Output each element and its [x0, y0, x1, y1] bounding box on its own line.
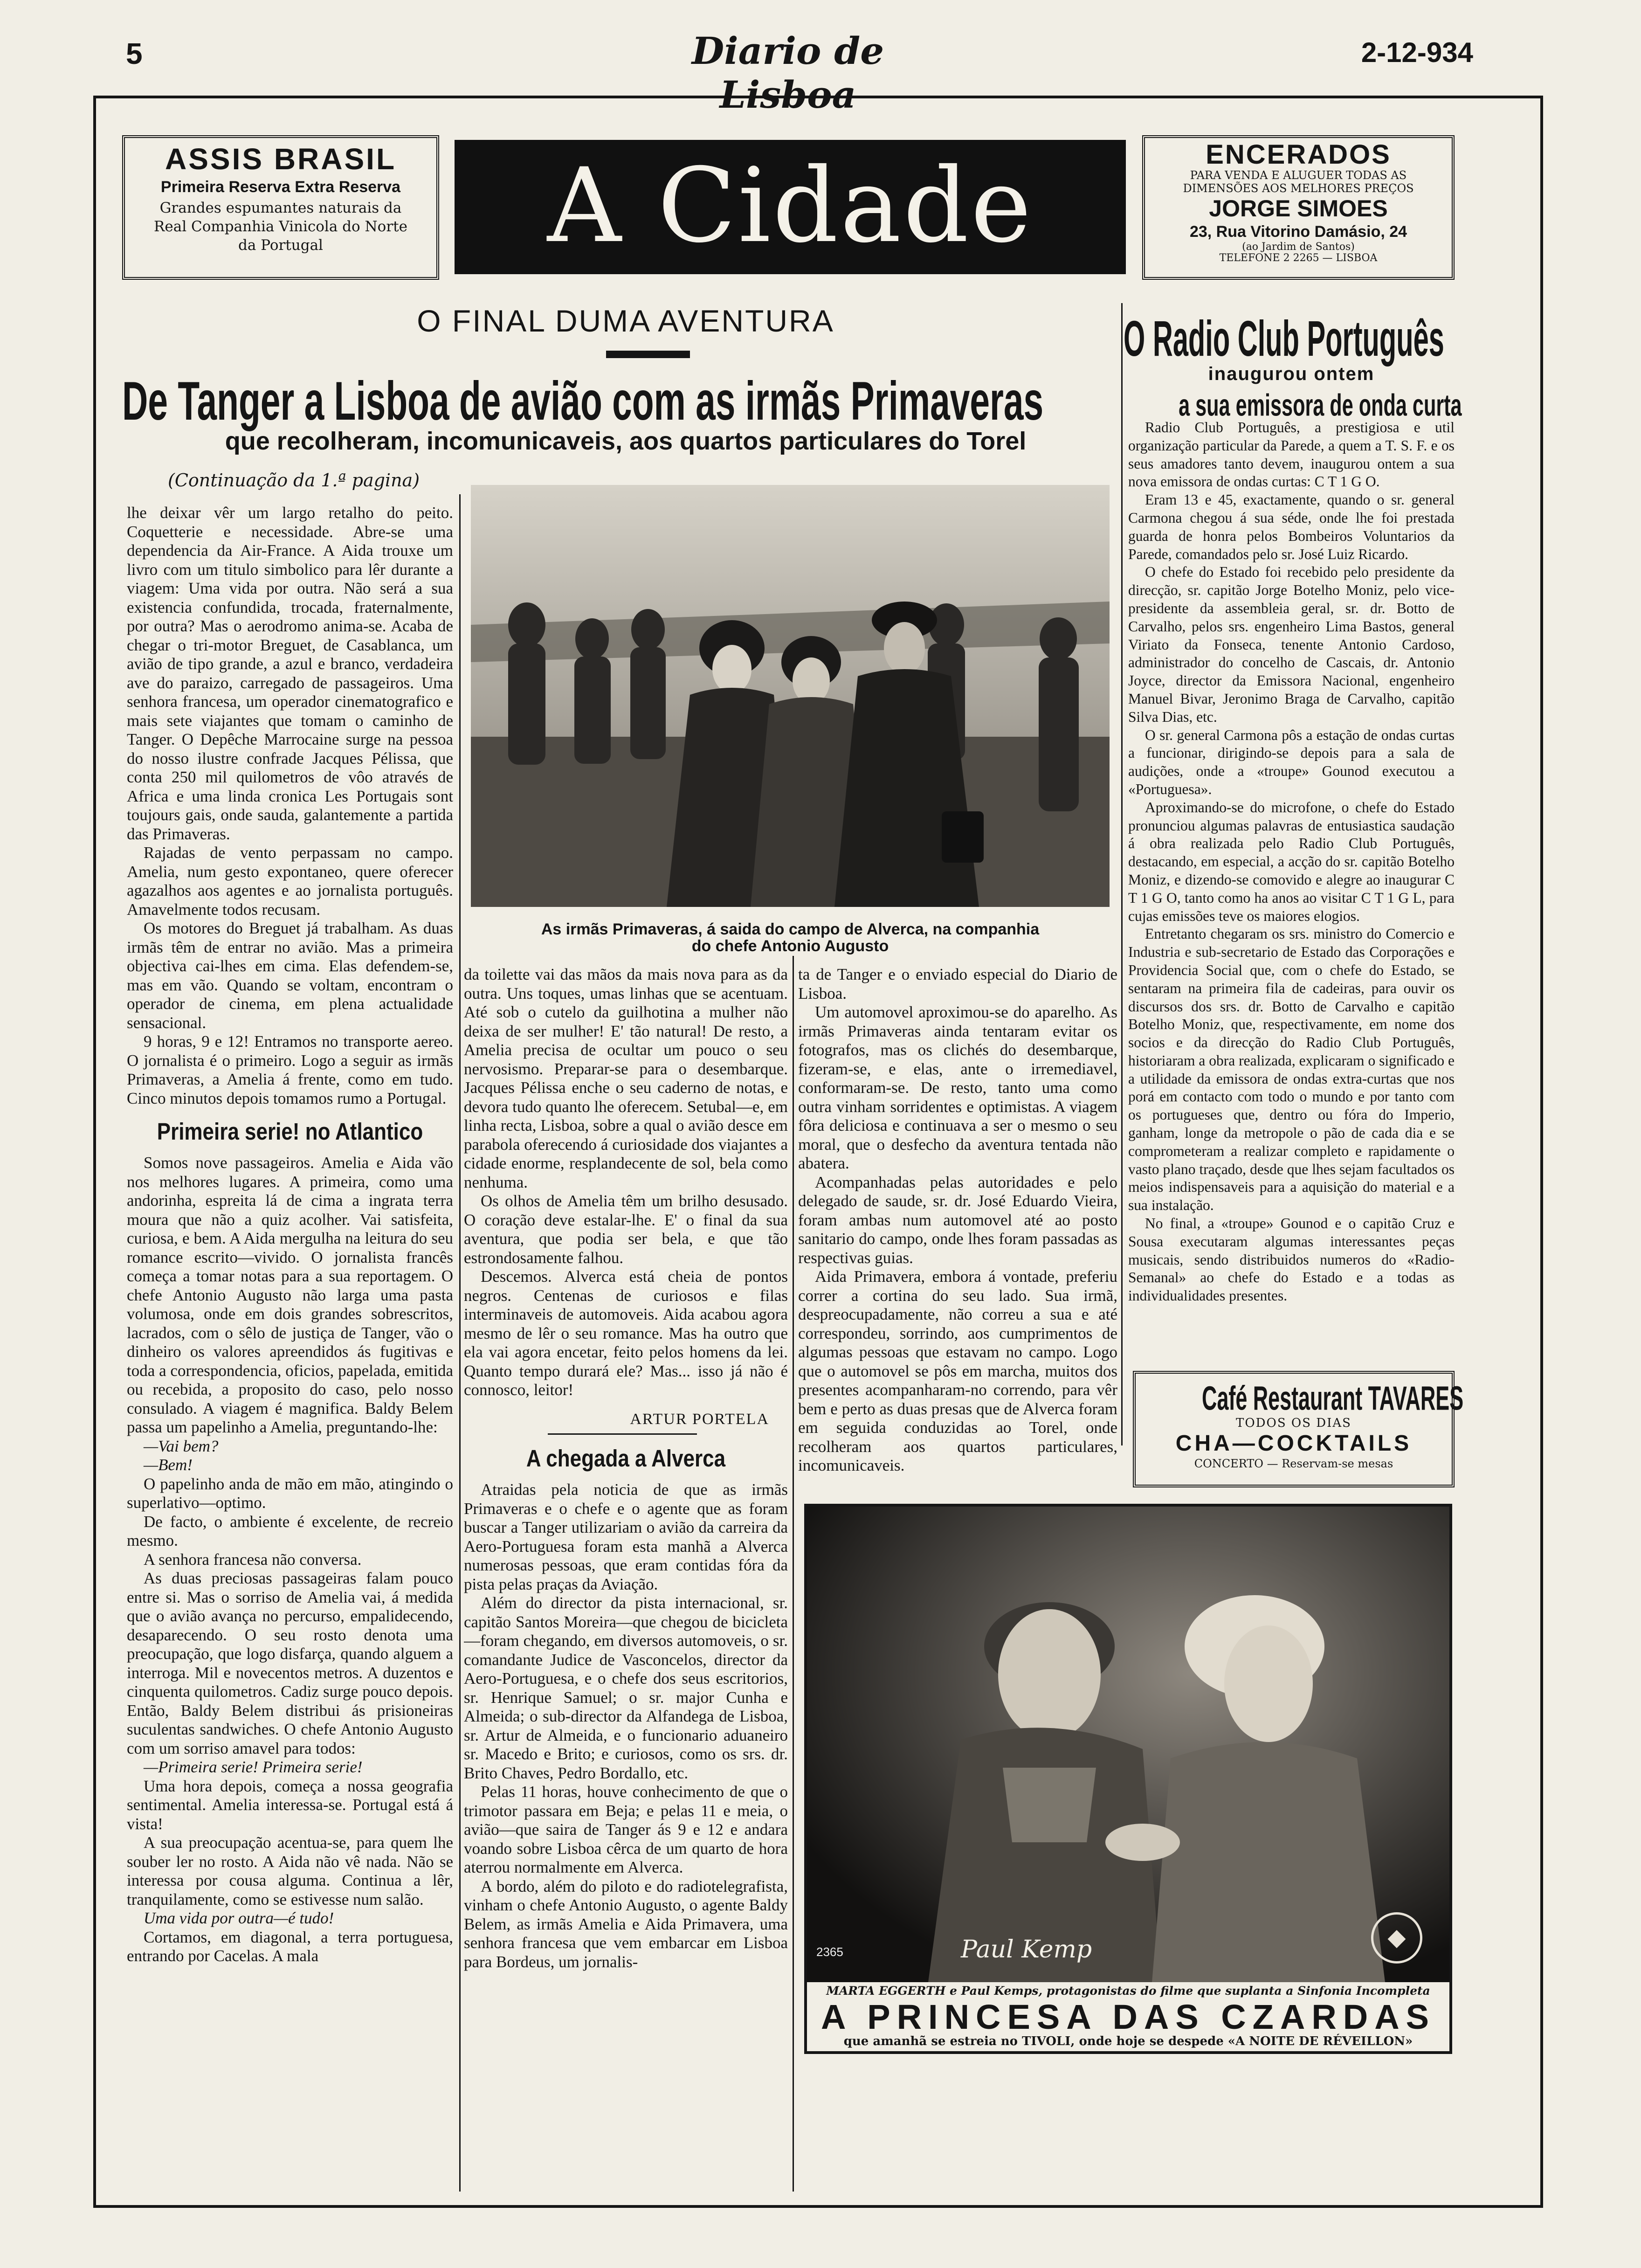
article-headline	[122, 368, 1129, 434]
photo-caption-line1: As irmãs Primaveras, á saida do campo de Alverca, na companhia	[541, 920, 1040, 938]
article-column-3	[798, 965, 1117, 1501]
film-ad	[804, 1504, 1452, 2054]
col2-paragraph: Descemos. Alverca está cheia de pontos negros. Centenas de curiosos e filas interminaveis de automoveis. Aida acabou agora mesmo de lêr o seu romance. Mas ha outro que ela vai agora encetar, feito pelos homens da lei. Quanto tempo durará ele? Mas... isso já não é connosco, leitor!	[464, 1267, 788, 1399]
ad-encerados	[1142, 135, 1455, 280]
radio-headline	[1124, 308, 1459, 368]
col1-subhead: Primeira serie! no Atlantico	[157, 1119, 423, 1145]
col3-paragraph: ta de Tanger e o enviado especial do Diario de Lisboa.	[798, 965, 1117, 1003]
col1-paragraph: Cortamos, em diagonal, a terra portuguesa, entrando por Cacelas. A mala	[127, 1928, 453, 1965]
ad-encerados-note: (ao Jardim de Santos)	[1242, 241, 1355, 253]
photo-caption	[462, 921, 1119, 954]
col2-paragraph: da toilette vai das mãos da mais nova para as da outra. Uns toques, umas linhas que se acentuam. Até sob o cutelo da guilhotina a mulher não deixa de ser mulher! E' tão natural! De resto, a Amelia precisa de ocultar um pouco o seu nervosismo. Preparar-se para o desembarque. Jacques Pélissa enche o seu caderno de notas, e devora tudo quanto lhe oferecem. Setubal—e, em linha recta, Lisboa, sobre a qual o avião desce em parabola oferecendo á curiosidade dos viajantes a cidade enorme, resplandecente de sol, bela como nenhuma.	[464, 965, 788, 1191]
radio-paragraph: Entretanto chegaram os srs. ministro do Comercio e Industria e sub-secretario de Estado das Corporações e Providencia Social que, com o chefe do Estado, se sentaram na primeira fila de cadeiras, para ouvir os discursos dos srs. dr. Botto de Carvalho e capitão Botelho Moniz, que, respectivamente, em nome dos socios e da direcção do Radio Club Português, historiaram a obra realizada, explicaram o significado e a utilidade da emissora de ondas extra-curtas que nos porá em contacto com todo o mundo e por tanto com os portugueses que, dentro ou fóra do Imperio, ganham, longe da metropole o pão de cada dia e se comprometeram a realizar completo e rapidamente o vasto plano traçado, desde que lhes sejam facultados os meios indispensaveis para a aquisição do material e a sua instalação.	[1128, 926, 1455, 1214]
col1-paragraph: —Bem!	[144, 1456, 193, 1474]
radio-paragraph: Radio Club Português, a prestigiosa e util organização particular da Parede, a quem a T. S. F. e os seus amadores tanto devem, inaugurou ontem a sua nova emissora de ondas curtas: C T 1 G O.	[1128, 419, 1455, 490]
film-still-illustration	[807, 1507, 1449, 1982]
ad-tavares-title: Café Restaurant TAVARES	[1202, 1379, 1464, 1417]
col2-paragraph: Os olhos de Amelia têm um brilho desusado. O coração deve estalar-lhe. E' o final da sua aventura, que podia ser bela, e que tão estrondosamente falhou.	[464, 1192, 788, 1267]
radio-paragraph: Eram 13 e 45, exactamente, quando o sr. general Carmona chegou á sua séde, onde lhe foi prestada guarda de honra pelos Bombeiros Voluntarios da Parede, comandados pelo sr. José Luiz Ricardo.	[1128, 491, 1455, 562]
radio-paragraph: O sr. general Carmona pôs a estação de ondas curtas a funcionar, dirigindo-se depois para a sala de audições, onde a «troupe» Gounod executou a «Portuguesa».	[1128, 726, 1455, 797]
radio-headline-text: O Radio Club Português	[1124, 311, 1444, 367]
col1-paragraph: A sua preocupação acentua-se, para quem lhe souber ler no rosto. A Aida não vê nada. Não se interessa por cousa alguma. Continua a lêr, tranquilamente, como se estivesse num salão.	[127, 1833, 453, 1908]
col2-paragraph: Além do director da pista internacional, sr. capitão Santos Moreira—que chegou de bicicleta—foram chegando, em diversos automoveis, o sr. comandante Judice de Vasconcelos, director da Aero-Portuguesa, e o chefe dos seus escritorios, sr. Henrique Samuel; o sr. major Cunha e Almeida; o sub-director da Alfandega de Lisboa, sr. Artur de Almeida, e o funcionario aduaneiro sr. Macedo e Brito; e curiosos, como os srs. dr. Brito Chaves, Pedro Bordallo, etc.	[464, 1594, 788, 1782]
article-headline-text: De Tanger a Lisboa de avião com as irmãs Primaveras	[122, 370, 1044, 431]
article-byline: ARTUR PORTELA	[630, 1410, 769, 1428]
ad-tavares-line2: CHA—COCKTAILS	[1175, 1431, 1412, 1456]
section-banner-title: A Cidade	[547, 146, 1034, 265]
radio-paragraph: Aproximando-se do microfone, o chefe do Estado pronunciou algumas palavras de entusiastica saudação á obra realizada pelo Radio Club Português, destacando, em especial, a acção do sr. capitão Botelho Moniz, e dizendo-se comovido e alegre ao inaugurar C T 1 G O, tanto como ha anos ao visitar C T 1 G L, para cujas emissões teve os maiores elogios.	[1128, 799, 1455, 924]
radio-article-body	[1128, 419, 1455, 1365]
col1-paragraph: —Primeira serie! Primeira serie!	[144, 1758, 363, 1776]
col1-paragraph: O papelinho anda de mão em mão, atingindo o superlativo—optimo.	[127, 1474, 453, 1512]
continuation-note: (Continuação da 1.ª pagina)	[168, 470, 420, 491]
ad-encerados-name: JORGE SIMOES	[1209, 195, 1388, 221]
col1-paragraph: lhe deixar vêr um largo retalho do peito. Coquetterie e necessidade. Abre-se uma dependencia da Air-France. A Aida trouxe um livro com um titulo simbolico para lêr durante a viagem: Uma vida por outra. Não será a sua existencia confundida, trocada, fraternalmente, por outra? Mas o aerodromo anima-se. Acaba de chegar o tri-motor Breguet, de Casablanca, um avião de tipo grande, a azul e branco, verdadeira ave do paraizo, carregado de passageiros. Uma senhora francesa, um operador cinematografico e mais sete viajantes que tomam o caminho de Tanger. O Depêche Marrocaine surge na pessoa do nosso ilustre confrade Jacques Pélissa, que conta 250 mil quilometros de vôo através de Africa e uma linda cronica Les Portugais sont toujours gais, onde sauda, galantemente a partida das Primaveras.	[127, 504, 453, 843]
film-footer: que amanhã se estreia no TIVOLI, onde hoje se despede «A NOITE DE RÉVEILLON»	[843, 2034, 1413, 2048]
film-still	[807, 1507, 1449, 1982]
ad-assis-line2: Grandes espumantes naturais da	[159, 200, 402, 216]
col1-paragraph: 9 horas, 9 e 12! Entramos no transporte aereo. O jornalista é o primeiro. Logo a seguir as irmãs Primaveras, a Amelia á frente, como em tudo. Cinco minutos depois tomamos rumo a Portugal.	[127, 1032, 453, 1107]
col3-paragraph: Acompanhadas pelas autoridades e pelo delegado de saude, sr. dr. José Eduardo Vieira, foram ambas num automovel até ao posto sanitario do campo, onde lhes foram passadas as respectivas guias.	[798, 1173, 1117, 1267]
section-banner	[455, 140, 1126, 274]
column-rule-3	[1121, 303, 1123, 1445]
issue-date: 2-12-934	[1361, 37, 1473, 68]
article-kicker: O FINAL DUMA AVENTURA	[417, 304, 834, 338]
col1-paragraph: —Vai bem?	[144, 1437, 219, 1455]
film-title: A PRINCESA DAS CZARDAS	[820, 1998, 1436, 2036]
film-photo-number: 2365	[816, 1945, 843, 1959]
ad-tavares-line1: TODOS OS DIAS	[1236, 1416, 1351, 1430]
col1-paragraph: Os motores do Breguet já trabalham. As duas irmãs têm de entrar no avião. Mas a primeira objectiva cai-lhes em cima. Elas defendem-se, mas em vão. Quando se voltam, encontram o operador de cinema, em plena actualidade sensacional.	[127, 919, 453, 1032]
radio-subhead-1: inaugurou ontem	[1208, 364, 1375, 384]
col2-paragraph: Atraidas pela noticia de que as irmãs Primaveras e o chefe e o agente que as foram buscar a Tanger utilizariam o avião da carreira da Aero-Portuguesa foram esta manhã a Alverca numerosas pessoas, que eram contidas fóra da pista pelas praças da Aviação.	[464, 1480, 788, 1593]
column-rule-1	[459, 494, 461, 2192]
ad-encerados-line2: DIMENSÕES AOS MELHORES PREÇOS	[1183, 182, 1414, 195]
ad-encerados-line1: PARA VENDA E ALUGUER TODAS AS	[1190, 169, 1407, 182]
ad-assis-title: ASSIS BRASIL	[165, 142, 397, 176]
col1-paragraph: A senhora francesa não conversa.	[144, 1550, 362, 1569]
ad-encerados-address: 23, Rua Vitorino Damásio, 24	[1189, 223, 1407, 241]
film-caption: MARTA EGGERTH e Paul Kemps, protagonistas do filme que suplanta a Sinfonia Incompleta	[826, 1984, 1430, 1998]
news-photo-illustration	[471, 485, 1110, 907]
ad-tavares-title-wrap	[1140, 1377, 1464, 1417]
article-column-1	[127, 504, 453, 2182]
byline-rule	[548, 1433, 697, 1435]
radio-paragraph: No final, a «troupe» Gounod e o capitão Cruz e Sousa executaram algumas interessantes peças musicais, sendo distribuidos numeros do «Radio-Semanal» ao chefe do Estado e a todas as individualidades presentes.	[1128, 1215, 1455, 1304]
newspaper-name: Diario de Lisboa	[691, 29, 884, 117]
col1-paragraph: De facto, o ambiente é excelente, de recreio mesmo.	[127, 1512, 453, 1549]
col1-paragraph: As duas preciosas passageiras falam pouco entre si. Mas o sorriso de Amelia vai, á medida que o avião avança no percurso, empalidecendo, desaparecendo. O seu rosto denota uma preocupação, que logo disfarça, quando alguem a interroga. Mil e novecentos metros. A duzentos e cinquenta quilometros. Cadiz surge pouco depois. Então, Baldy Belem distribui ás prisioneiras suculentas sandwiches. O chefe Antonio Augusto com um sorriso amavel para todos:	[127, 1569, 453, 1757]
col2-subhead: A chegada a Alverca	[526, 1445, 726, 1472]
ad-assis-line1: Primeira Reserva Extra Reserva	[160, 178, 401, 196]
ad-assis-line4: da Portugal	[238, 237, 323, 254]
col1-paragraph: Uma hora depois, começa a nossa geografia sentimental. Amelia interessa-se. Portugal está á vista!	[127, 1777, 453, 1833]
column-rule-2	[793, 956, 794, 2192]
radio-subhead-2-text: a sua emissora de onda curta	[1179, 388, 1462, 422]
col1-paragraph: Rajadas de vento perpassam no campo. Amelia, num gesto expontaneo, quere oferecer agazalhos aos agentes e ao jornalista português. Amavelmente todos recusam.	[127, 844, 453, 919]
col3-paragraph: Um automovel aproximou-se do aparelho. As irmãs Primaveras ainda tentaram evitar os fotografos, mas os clichés do desembarque, fizeram-se, e elas, ante o irremediavel, conformaram-se. De resto, tanto uma como outra vinham sorridentes e optimistas. A viagem fôra deliciosa e continuava a ser o mesmo o seu moral, que o desfecho da aventura tentada não abatera.	[798, 1003, 1117, 1172]
news-photo-sisters	[471, 485, 1110, 907]
ad-tavares	[1133, 1371, 1464, 1487]
film-signature: Paul Kemp	[961, 1936, 1092, 1964]
ad-assis-line3: Real Companhia Vinicola do Norte	[154, 218, 407, 235]
film-studio-logo: ◆	[1371, 1912, 1422, 1964]
photo-caption-line2: do chefe Antonio Augusto	[691, 937, 889, 955]
col1-paragraph: Somos nove passageiros. Amelia e Aida vão nos melhores lugares. A primeira, como uma andorinha, espreita lá de cima a ingrata terra moura que não a quiz acolher. Vai satisfeita, curiosa, e bem. A Aida mergulha na leitura do seu romance escrito—vivido. O jornalista francês começa a tomar notas para a sua reportagem. O chefe Antonio Augusto não larga uma pasta volumosa, onde em dois grandes sobrescritos, lacrados, com o sêlo de justiça de Tanger, vão o dinheiro os valores apreendidos ás fugitivas e toda a correspondencia, oficios, papelada, emitida ou recebida, a proposito do caso, pelo nosso consulado. A viagem é magnifica. Baldy Belem passa um papelinho a Amelia, preguntando-lhe:	[127, 1154, 453, 1436]
kicker-rule	[606, 351, 690, 358]
col3-paragraph: Aida Primavera, embora á vontade, preferiu correr a cortina do seu lado. Sua irmã, despreocupadamente, não correu a sua e até correspondeu, sorrindo, aos cumprimentos de algumas pessoas que estavam no campo. Logo que o automovel se pôs em marcha, muitos dos presentes acompanharam-no correndo, para vêr bem e perto as duas presas que de Alverca foram em seguida conduzidas ao Torel, onde recolheram aos quartos particulares, incomunicaveis.	[798, 1267, 1117, 1474]
article-column-2	[464, 965, 788, 2182]
ad-tavares-line3: CONCERTO — Reservam-se mesas	[1194, 1457, 1393, 1470]
col2-paragraph: Pelas 11 horas, houve conhecimento de que o trimotor passara em Beja; e pelas 11 e meia, o avião—que saira de Tanger ás 9 e 12 e andara voando sobre Lisboa cêrca de um quarto de hora aterrou normalmente em Alverca.	[464, 1783, 788, 1876]
ad-assis-brasil	[122, 135, 439, 280]
page-number: 5	[126, 37, 143, 70]
article-deck: que recolheram, incomunicaveis, aos quartos particulares do Torel	[225, 427, 1027, 455]
col1-paragraph: Uma vida por outra—é tudo!	[144, 1909, 334, 1927]
radio-paragraph: O chefe do Estado foi recebido pelo presidente da direcção, sr. capitão Jorge Botelho Moniz, pelo vice-presidente da assembleia geral, sr. dr. Botto de Carvalho, pelos srs. engenheiro Lima Bastos, general Viriato da Fonseca, tenente Antonio Cardoso, administrador do concelho de Cascais, dr. Antonio Joyce, director da Emissora Nacional, engenheiro Manuel Bivar, Jeronimo Braga de Carvalho, capitão Silva Dias, etc.	[1128, 564, 1455, 725]
ad-encerados-phone: TELEFONE 2 2265 — LISBOA	[1219, 252, 1378, 264]
col2-paragraph: A bordo, além do piloto e do radiotelegrafista, vinham o chefe Antonio Augusto, o agente Baldy Belem, as irmãs Amelia e Aida Primavera, uma senhora francesa que vem embarcar em Lisboa para Bordeus, um jornalis-	[464, 1877, 788, 1971]
ad-encerados-title: ENCERADOS	[1206, 139, 1391, 170]
